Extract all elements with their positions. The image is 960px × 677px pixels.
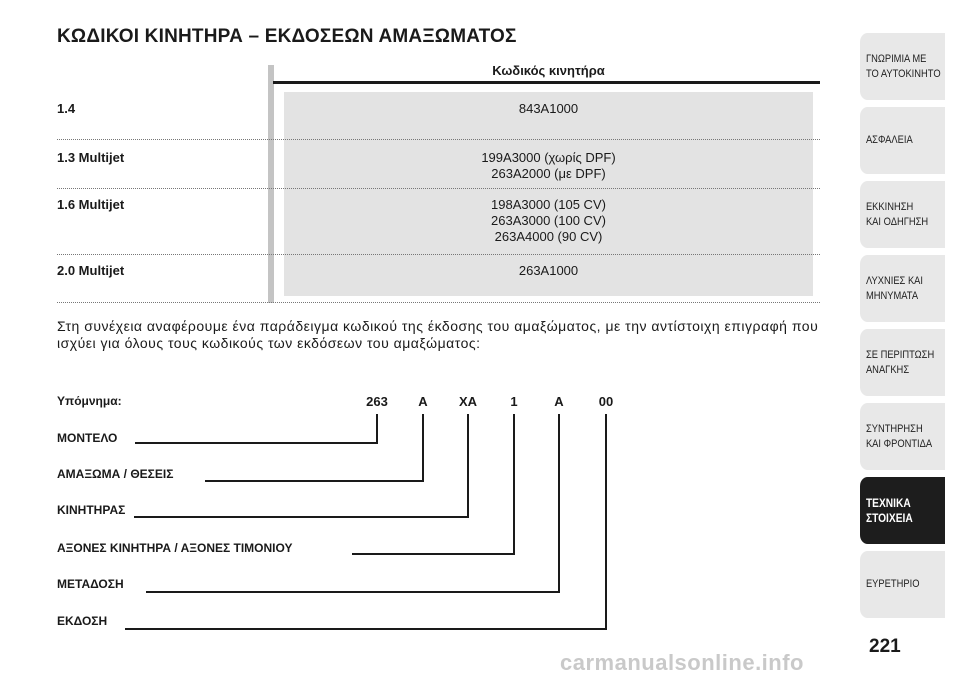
tab-label: ΕΚΚΙΝΗΣΗ ΚΑΙ ΟΔΗΓΗΣΗ xyxy=(865,200,929,228)
engine-code: 263A1000 xyxy=(518,263,579,278)
code-version: 00 xyxy=(598,394,614,409)
row-label-1-6-multijet: 1.6 Multijet xyxy=(57,197,125,212)
code-engine: XA xyxy=(458,394,478,409)
header-rule xyxy=(273,81,820,84)
row-value-1-4 xyxy=(284,101,813,117)
tab-maintenance[interactable] xyxy=(860,403,945,470)
row-divider xyxy=(57,254,820,255)
tab-label: ΕΥΡΕΤΗΡΙΟ xyxy=(865,578,920,590)
code-body: A xyxy=(418,394,428,409)
connector-transmission xyxy=(558,414,560,593)
example-paragraph: Στη συνέχεια αναφέρουμε ένα παράδειγμα κωδικού της έκδοσης του αμαξώματος, με την αντίστοιχη επιγραφή που ισχύει για όλους τους κωδικούς των εκδόσεων του αμαξώματος: xyxy=(57,318,819,351)
tab-label: ΤΕΧΝΙΚΑ ΣΤΟΙΧΕΙΑ xyxy=(865,495,913,525)
row-divider xyxy=(57,139,820,140)
row-value-1-3-multijet xyxy=(284,150,813,182)
code-model: 263 xyxy=(366,394,388,409)
row-value-2-0-multijet xyxy=(284,263,813,279)
connector-version xyxy=(605,414,607,630)
tab-warning-lights[interactable] xyxy=(860,255,945,322)
tab-technical-data[interactable] xyxy=(860,477,945,544)
engine-code: 263A4000 (90 CV) xyxy=(494,229,603,244)
tab-starting-driving[interactable] xyxy=(860,181,945,248)
row-label-1-4: 1.4 xyxy=(57,101,76,116)
tab-emergency[interactable] xyxy=(860,329,945,396)
connector-engine xyxy=(467,414,469,518)
page-title: ΚΩΔΙΚΟΙ ΚΙΝΗΤΗΡΑ – ΕΚΔΟΣΕΩΝ ΑΜΑΞΩΜΑΤΟΣ xyxy=(57,26,517,47)
row-divider xyxy=(57,302,820,303)
row-value-1-6-multijet xyxy=(284,197,813,245)
tab-label: ΣΕ ΠΕΡΙΠΤΩΣΗ ΑΝΑΓΚΗΣ xyxy=(865,348,935,376)
page-number: 221 xyxy=(869,636,901,657)
engine-code: 843A1000 xyxy=(518,101,579,116)
connector-model xyxy=(135,442,378,444)
legend-label-version: ΕΚΔΟΣΗ xyxy=(57,614,108,628)
tab-label: ΑΣΦΑΛΕΙΑ xyxy=(865,134,913,146)
engine-code: 198A3000 (105 CV) xyxy=(491,197,606,212)
table-vertical-bar xyxy=(268,65,274,303)
engine-code: 199A3000 (χωρίς DPF) xyxy=(481,150,616,165)
legend-label-model: ΜΟΝΤΕΛΟ xyxy=(57,431,118,445)
tab-getting-to-know[interactable] xyxy=(860,33,945,100)
connector-version xyxy=(125,628,607,630)
connector-transmission xyxy=(146,591,560,593)
watermark: carmanualsonline.info xyxy=(560,650,804,675)
connector-engine xyxy=(134,516,469,518)
tab-label: ΓΝΩΡΙΜΙΑ ΜΕ ΤΟ ΑΥΤΟΚΙΝΗΤΟ xyxy=(865,52,941,80)
tab-safety[interactable] xyxy=(860,107,945,174)
row-divider xyxy=(57,188,820,189)
legend-label-engine: ΚΙΝΗΤΗΡΑΣ xyxy=(57,503,126,517)
connector-body xyxy=(205,480,424,482)
tab-label: ΣΥΝΤΗΡΗΣΗ ΚΑΙ ΦΡΟΝΤΙΔΑ xyxy=(865,422,933,450)
engine-code: 263A3000 (100 CV) xyxy=(491,213,606,228)
engine-code: 263A2000 (με DPF) xyxy=(491,166,606,181)
engine-code-header: Κωδικός κινητήρα xyxy=(492,63,605,78)
row-label-2-0-multijet: 2.0 Multijet xyxy=(57,263,125,278)
legend-label-body: ΑΜΑΞΩΜΑ / ΘΕΣΕΙΣ xyxy=(57,467,174,481)
tab-label: ΛΥΧΝΙΕΣ ΚΑΙ ΜΗΝΥΜΑΤΑ xyxy=(865,274,924,302)
connector-axles xyxy=(513,414,515,555)
tab-index[interactable] xyxy=(860,551,945,618)
code-axles: 1 xyxy=(510,394,518,409)
connector-body xyxy=(422,414,424,482)
code-transmission: A xyxy=(554,394,564,409)
legend-label-axles: ΑΞΟΝΕΣ ΚΙΝΗΤΗΡΑ / ΑΞΟΝΕΣ ΤΙΜΟΝΙΟΥ xyxy=(57,541,293,555)
connector-model xyxy=(376,414,378,444)
legend-label-transmission: ΜΕΤΑΔΟΣΗ xyxy=(57,577,124,591)
legend-title: Υπόμνημα: xyxy=(57,394,122,408)
row-label-1-3-multijet: 1.3 Multijet xyxy=(57,150,125,165)
connector-axles xyxy=(352,553,515,555)
